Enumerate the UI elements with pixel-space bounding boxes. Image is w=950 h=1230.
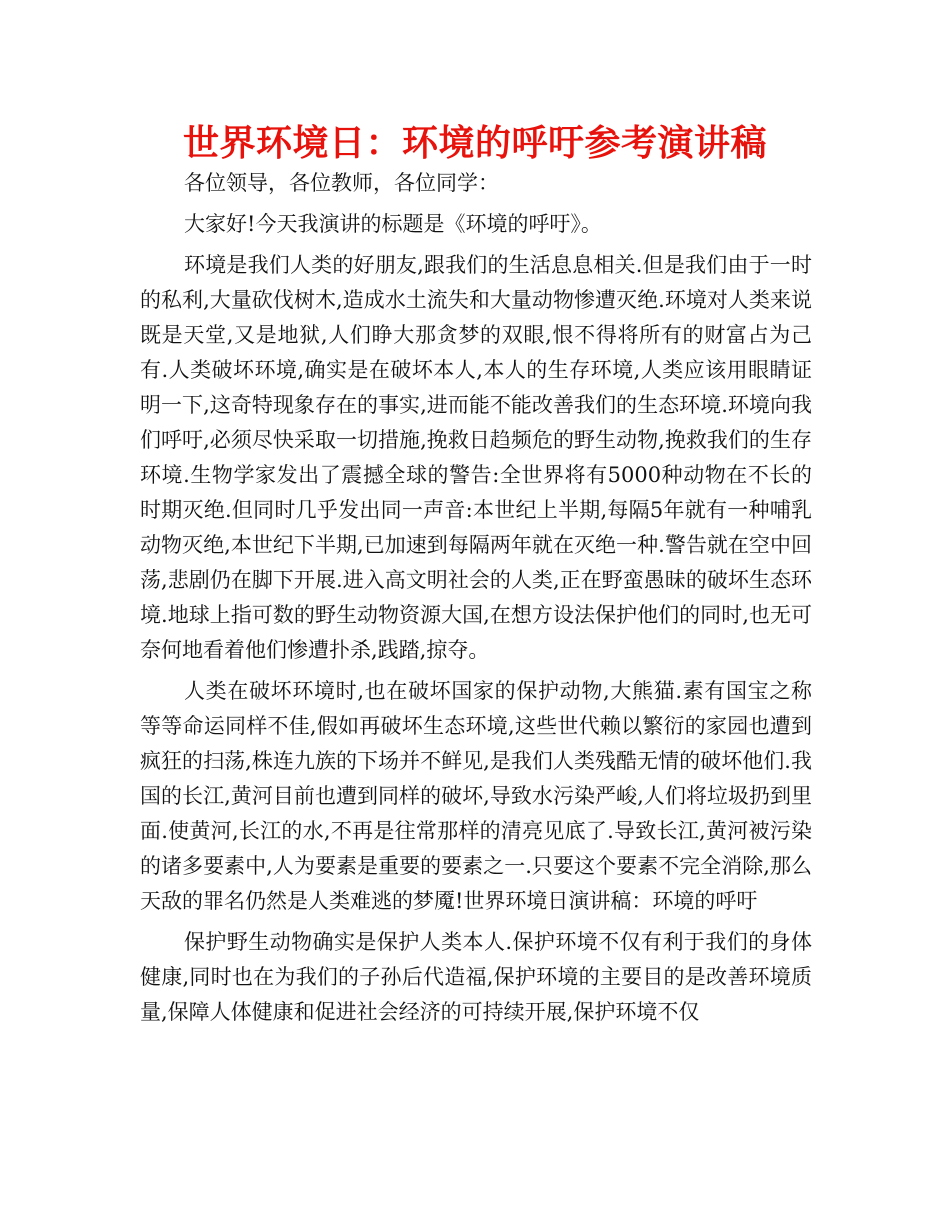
paragraph-1: 环境是我们人类的好朋友,跟我们的生活息息相关.但是我们由于一时的私利,大量砍伐树木,造成水土流失和大量动物惨遭灭绝.环境对人类来说既是天堂,又是地狱,人们睁大那贪梦的双眼,恨不得将所有的财富占为己有.人类破坏环境,确实是在破坏本人,本人的生存环境,人类应该用眼睛证明一下,这奇特现象存在的事实,进而能不能改善我们的生态环境.环境向我们呼吁,必须尽快采取一切措施,挽救日趋频危的野生动物,挽救我们的生存环境.生物学家发出了震撼全球的警告:全世界将有5000种动物在不长的时期灭绝.但同时几乎发出同一声音:本世纪上半期,每隔5年就有一种哺乳动物灭绝,本世纪下半期,已加速到每隔两年就在灭绝一种.警告就在空中回荡,悲剧仍在脚下开展.进入高文明社会的人类,正在野蛮愚昧的破坏生态环境.地球上指可数的野生动物资源大国,在想方设法保护他们的同时,也无可奈何地看着他们惨遭扑杀,践踏,掠夺。 (140, 253, 812, 662)
greeting: 大家好!今天我演讲的标题是《环境的呼吁》。 (184, 212, 602, 236)
paragraph-3: 保护野生动物确实是保护人类本人.保护环境不仅有利于我们的身体健康,同时也在为我们的子孙后代造福,保护环境的主要目的是改善环境质量,保障人体健康和促进社会经济的可持续开展,保护环境不仅 (140, 930, 812, 1024)
paragraph-2: 人类在破坏环境时,也在破坏国家的保护动物,大熊猫.素有国宝之称等等命运同样不佳,假如再破坏生态环境,这些世代赖以繁衍的家园也遭到疯狂的扫荡,株连九族的下场并不鲜见,是我们人类残酷无情的破坏他们.我国的长江,黄河目前也遭到同样的破坏,导致水污染严峻,人们将垃圾扔到里面.使黄河,长江的水,不再是往常那样的清亮见底了.导致长江,黄河被污染的诸多要素中,人为要素是重要的要素之一.只要这个要素不完全消除,那么天敌的罪名仍然是人类难逃的梦魇!世界环境日演讲稿：环境的呼吁 (140, 679, 812, 913)
speech-body (140, 166, 812, 1030)
page-title: 世界环境日：环境的呼吁参考演讲稿 (182, 123, 767, 164)
salutation: 各位领导，各位教师，各位同学： (184, 171, 499, 195)
